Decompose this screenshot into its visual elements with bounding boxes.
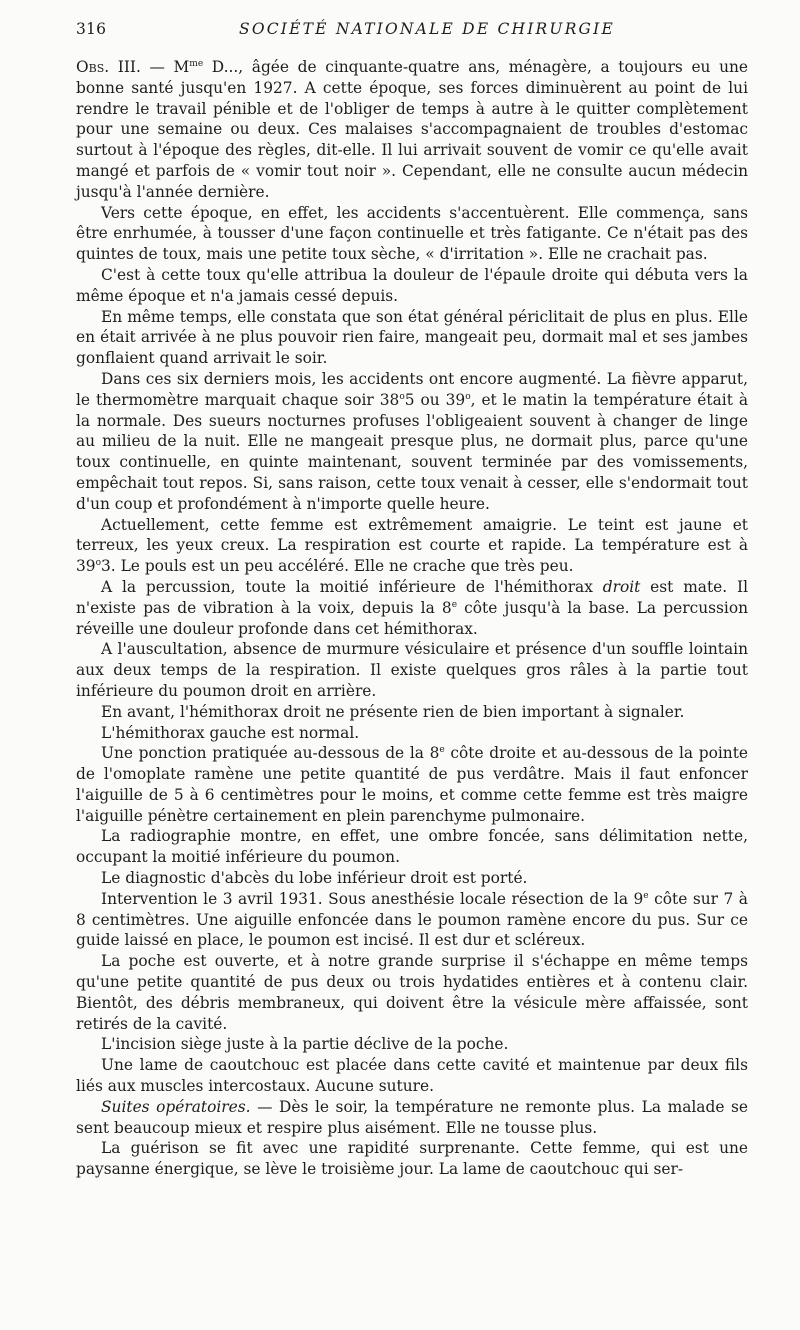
paragraph: Suites opératoires. — Dès le soir, la température ne remonte plus. La malade se sent beaucoup mieux et respire plus aisément. Elle ne tousse plus.	[76, 1097, 748, 1137]
paragraph: Dans ces six derniers mois, les accidents ont encore augmenté. La fièvre apparut, le thermomètre marquait chaque soir 38$^o$5 ou 39$^o$, et le matin la température était à la normale. Des sueurs nocturnes profuses l'obligeaient souvent à changer de linge au milieu de la nuit. Elle ne mangeait presque plus, ne dormait plus, parce qu'une toux continuelle, en quinte maintenant, souvent terminée par des vomissements, empêchait tout repos. Si, sans raison, cette toux venait à cesser, elle s'endormait tout d'un coup et profondément à n'importe quelle heure.	[76, 369, 749, 513]
paragraph: L'hémithorax gauche est normal.	[101, 723, 360, 742]
paragraph: Vers cette époque, en effet, les accidents s'accentuèrent. Elle commença, sans être enrhumée, à tousser d'une façon continuelle et très fatigante. Ce n'était pas des quintes de toux, mais une petite toux sèche, « d'irritation ». Elle ne crachait pas.	[76, 203, 748, 264]
paragraph: Une ponction pratiquée au-dessous de la 8e côte droite et au-dessous de la pointe de l'omoplate ramène une petite quantité de pus verdâtre. Mais il faut enfoncer l'aiguille de 5 à 6 centimètres pour le moins, et comme cette femme est très maigre l'aiguille pénètre certainement en plein parenchyme pulmonaire.	[76, 744, 748, 825]
paragraph: Intervention le 3 avril 1931. Sous anesthésie locale résection de la 9e côte sur 7 à 8 centimètres. Une aiguille enfoncée dans le poumon ramène encore du pus. Sur ce guide laissé en place, le poumon est incisé. Il est dur et scléreux.	[76, 889, 748, 950]
paragraph: Une lame de caoutchouc est placée dans cette cavité et maintenue par deux fils liés aux muscles intercostaux. Aucune suture.	[76, 1056, 748, 1096]
paragraph: Obs. III. — $M^{me}$ D..., âgée de cinquante-quatre ans, ménagère, a toujours eu une bonne santé jusqu'en 1927. A cette époque, ses forces diminuèrent au point de lui rendre le travail pénible et de l'obliger de temps à autre à le quitter complètement pour une semaine ou deux. Ces malaises s'accompagnaient de troubles d'estomac surtout à l'époque des règles, dit-elle. Il lui arrivait souvent de vomir ce qu'elle avait mangé et parfois de « vomir tout noir ». Cependant, elle ne consulte aucun médecin jusqu'à l'année dernière.	[76, 58, 749, 201]
paragraph: L'incision siège juste à la partie déclive de la poche.	[101, 1035, 509, 1054]
paragraph: Actuellement, cette femme est extrêmement amaigrie. Le teint est jaune et terreux, les yeux creux. La respiration est courte et rapide. La température est à 39$^o$3. Le pouls est un peu accéléré. Elle ne crache que très peu.	[76, 515, 748, 576]
running-header	[76, 18, 748, 44]
article-body	[76, 57, 748, 1180]
section-label: Suites opératoires.	[101, 1097, 251, 1116]
paragraph: A la percussion, toute la moitié inférieure de l'hémithorax droit est mate. Il n'existe pas de vibration à la voix, depuis la 8e côte jusqu'à la base. La percussion réveille une douleur profonde dans cet hémithorax.	[76, 577, 749, 638]
paragraph: La poche est ouverte, et à notre grande surprise il s'échappe en même temps qu'une petite quantité de pus deux ou trois hydatides entières et à contenu clair. Bientôt, des débris membraneux, qui doivent être la vésicule mère affaissée, sont retirés de la cavité.	[76, 952, 748, 1033]
paragraph: A l'auscultation, absence de murmure vésiculaire et présence d'un souffle lointain aux deux temps de la respiration. Il existe quelques gros râles à la partie tout inférieure du poumon droit en arrière.	[76, 640, 748, 700]
paragraph: En avant, l'hémithorax droit ne présente rien de bien important à signaler.	[101, 702, 685, 721]
paragraph: La radiographie montre, en effet, une ombre foncée, sans délimitation nette, occupant la moitié inférieure du poumon.	[76, 827, 748, 867]
observation-label: Obs. III.	[76, 58, 141, 76]
paragraph: En même temps, elle constata que son état général périclitait de plus en plus. Elle en était arrivée à ne plus pouvoir rien faire, mangeait peu, dormait mal et ses jambes gonflaient quand arrivait le soir.	[76, 307, 748, 368]
paragraph: Le diagnostic d'abcès du lobe inférieur droit est porté.	[101, 869, 528, 888]
paragraph: C'est à cette toux qu'elle attribua la douleur de l'épaule droite qui débuta vers la même époque et n'a jamais cessé depuis.	[76, 265, 748, 305]
paragraph: La guérison se fit avec une rapidité surprenante. Cette femme, qui est une paysanne énergique, se lève le troisième jour. La lame de caoutchouc qui ser-	[76, 1139, 748, 1179]
page-number: 316	[76, 20, 107, 38]
running-title: SOCIÉTÉ NATIONALE DE CHIRURGIE	[239, 20, 615, 38]
